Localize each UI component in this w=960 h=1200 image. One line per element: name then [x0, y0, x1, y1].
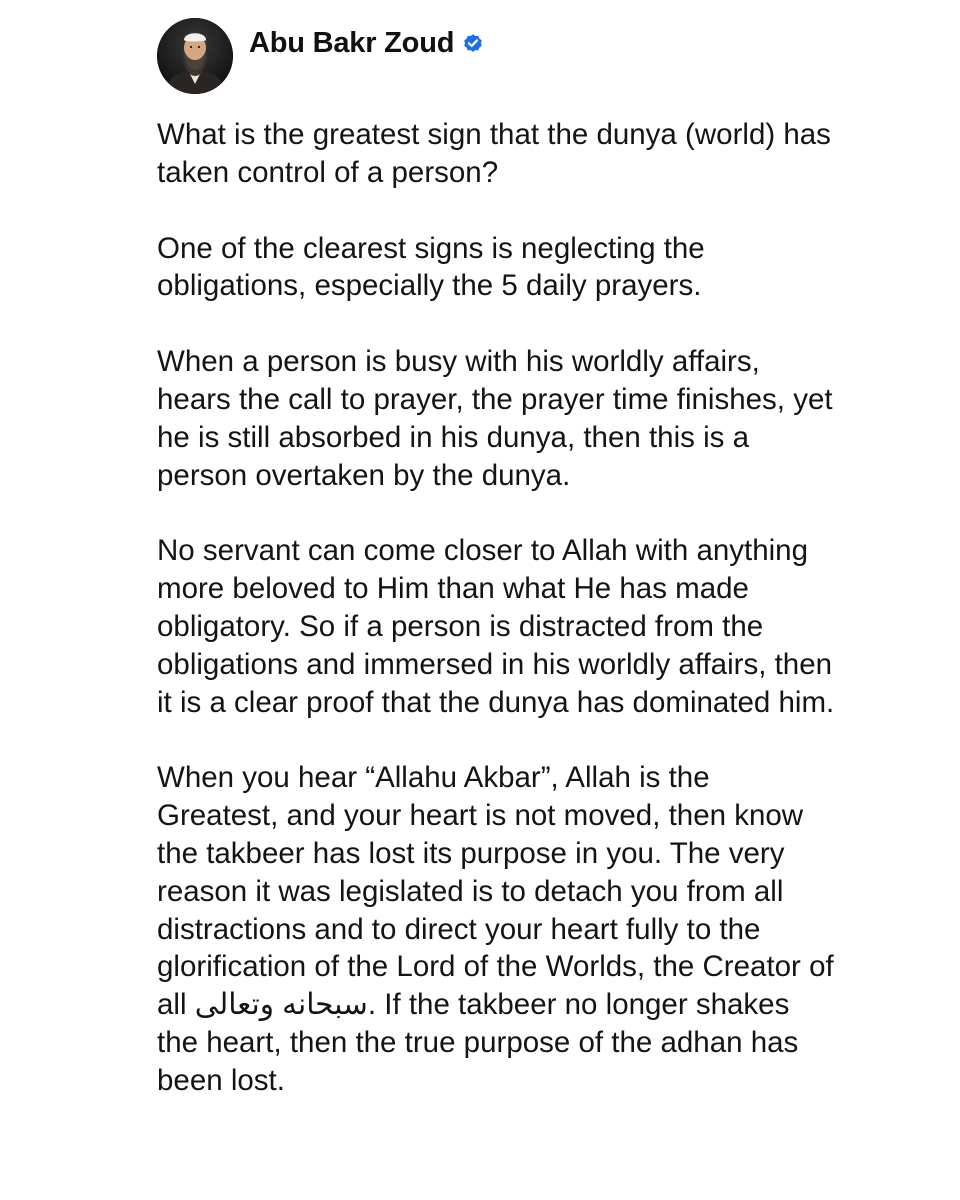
post-header	[157, 18, 837, 94]
post-paragraph: What is the greatest sign that the dunya (world) has taken control of a person?	[157, 118, 831, 189]
post-body	[157, 116, 837, 1100]
verified-badge-icon	[462, 32, 484, 54]
author-name[interactable]: Abu Bakr Zoud	[249, 26, 455, 59]
avatar-photo	[157, 18, 233, 94]
post-paragraph: When a person is busy with his worldly affairs, hears the call to prayer, the prayer time finishes, yet he is still absorbed in his dunya, then this is a person overtaken by the dunya.	[157, 345, 833, 492]
post-paragraph: When you hear “Allahu Akbar”, Allah is the Greatest, and your heart is not moved, then know the takbeer has lost its purpose in you. The very reason it was legislated is to detach you from all distractions and to direct your heart fully to the glorification of the Lord of the Worlds, the Creator of all سبحانه وتعالى. If the takbeer no longer shakes the heart, then the true purpose of the adhan has been lost.	[157, 761, 834, 1097]
author-line	[249, 27, 484, 60]
post	[157, 18, 837, 1100]
post-paragraph: One of the clearest signs is neglecting the obligations, especially the 5 daily prayers.	[157, 231, 705, 303]
post-paragraph: No servant can come closer to Allah with anything more beloved to Him than what He has made obligatory. So if a person is distracted from the obligations and immersed in his worldly affairs, then it is a clear proof that the dunya has dominated him.	[157, 534, 835, 719]
avatar[interactable]	[157, 18, 233, 94]
